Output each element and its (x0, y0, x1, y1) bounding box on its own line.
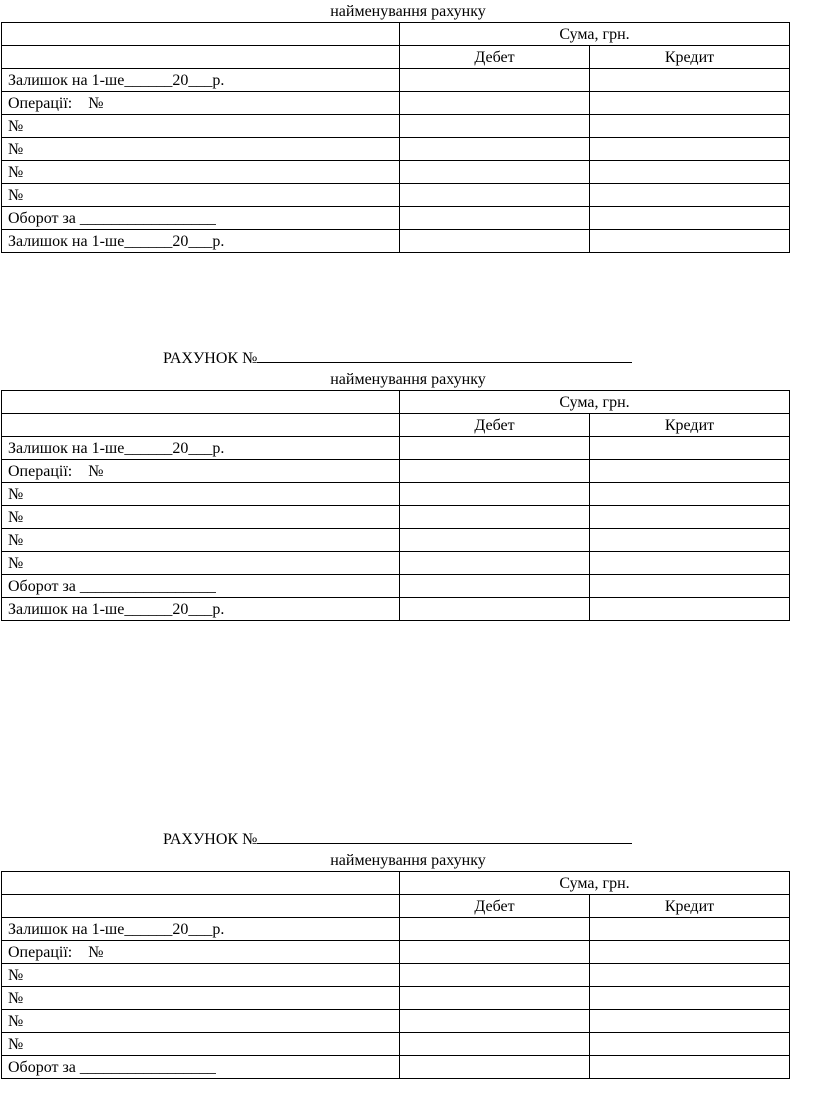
table-row (2, 552, 790, 575)
table-header-row (2, 23, 790, 46)
table-row (2, 437, 790, 460)
row-label: № (2, 138, 400, 161)
credit-cell[interactable] (590, 987, 790, 1010)
credit-cell[interactable] (590, 1033, 790, 1056)
table-subheader-row (2, 414, 790, 437)
account-table (1, 22, 790, 253)
table-row (2, 506, 790, 529)
debit-cell[interactable] (400, 506, 590, 529)
debit-cell[interactable] (400, 138, 590, 161)
account-title (163, 827, 632, 849)
credit-cell[interactable] (590, 598, 790, 621)
debit-cell[interactable] (400, 918, 590, 941)
table-row (2, 460, 790, 483)
table-row (2, 598, 790, 621)
table-row (2, 941, 790, 964)
debit-header: Дебет (400, 46, 590, 69)
header-blank-cell (2, 414, 400, 437)
credit-cell[interactable] (590, 207, 790, 230)
account-table (1, 871, 790, 1079)
credit-cell[interactable] (590, 483, 790, 506)
table-subheader-row (2, 46, 790, 69)
table-header-row (2, 872, 790, 895)
row-label: № (2, 1033, 400, 1056)
sum-header: Сума, грн. (400, 872, 790, 895)
debit-cell[interactable] (400, 1010, 590, 1033)
account-name-caption: найменування рахунку (330, 3, 486, 20)
table-row (2, 483, 790, 506)
debit-cell[interactable] (400, 69, 590, 92)
row-label: № (2, 161, 400, 184)
debit-cell[interactable] (400, 184, 590, 207)
credit-header: Кредит (590, 895, 790, 918)
debit-cell[interactable] (400, 941, 590, 964)
account-number-line[interactable] (257, 827, 632, 844)
credit-cell[interactable] (590, 506, 790, 529)
debit-cell[interactable] (400, 161, 590, 184)
header-blank-cell (2, 391, 400, 414)
debit-cell[interactable] (400, 483, 590, 506)
table-row (2, 115, 790, 138)
row-label: № (2, 987, 400, 1010)
credit-cell[interactable] (590, 460, 790, 483)
row-label: № (2, 1010, 400, 1033)
table-header-row (2, 391, 790, 414)
credit-cell[interactable] (590, 918, 790, 941)
row-label: Оборот за _________________ (2, 1056, 400, 1079)
credit-cell[interactable] (590, 575, 790, 598)
debit-header: Дебет (400, 895, 590, 918)
table-row (2, 138, 790, 161)
row-label: Оборот за _________________ (2, 575, 400, 598)
account-name-caption: найменування рахунку (330, 852, 486, 869)
header-blank-cell (2, 895, 400, 918)
header-blank-cell (2, 46, 400, 69)
row-label: № (2, 184, 400, 207)
credit-cell[interactable] (590, 161, 790, 184)
row-label: № (2, 506, 400, 529)
account-number-line[interactable] (257, 346, 632, 363)
credit-cell[interactable] (590, 138, 790, 161)
account-title-text: РАХУНОК № (163, 831, 258, 848)
debit-cell[interactable] (400, 552, 590, 575)
row-label: № (2, 115, 400, 138)
table-row (2, 92, 790, 115)
row-label: № (2, 483, 400, 506)
credit-cell[interactable] (590, 184, 790, 207)
row-label: № (2, 964, 400, 987)
debit-cell[interactable] (400, 529, 590, 552)
row-label: Оборот за _________________ (2, 207, 400, 230)
row-label: Операції: № (2, 460, 400, 483)
table-row (2, 964, 790, 987)
credit-cell[interactable] (590, 92, 790, 115)
credit-header: Кредит (590, 414, 790, 437)
table-row (2, 161, 790, 184)
sum-header: Сума, грн. (400, 23, 790, 46)
debit-cell[interactable] (400, 207, 590, 230)
row-label: Операції: № (2, 92, 400, 115)
debit-cell[interactable] (400, 575, 590, 598)
table-row (2, 1010, 790, 1033)
row-label: Операції: № (2, 941, 400, 964)
row-label: Залишок на 1-ше______20___р. (2, 69, 400, 92)
table-row (2, 207, 790, 230)
table-row (2, 1056, 790, 1079)
row-label: № (2, 552, 400, 575)
account-table (1, 390, 790, 621)
debit-cell[interactable] (400, 1056, 590, 1079)
row-label: Залишок на 1-ше______20___р. (2, 918, 400, 941)
account-title (163, 346, 632, 368)
credit-cell[interactable] (590, 69, 790, 92)
credit-cell[interactable] (590, 941, 790, 964)
credit-cell[interactable] (590, 115, 790, 138)
credit-cell[interactable] (590, 552, 790, 575)
debit-cell[interactable] (400, 230, 590, 253)
header-blank-cell (2, 23, 400, 46)
table-row (2, 184, 790, 207)
debit-cell[interactable] (400, 1033, 590, 1056)
debit-cell[interactable] (400, 964, 590, 987)
table-row (2, 1033, 790, 1056)
table-row (2, 987, 790, 1010)
credit-cell[interactable] (590, 230, 790, 253)
row-label: Залишок на 1-ше______20___р. (2, 230, 400, 253)
credit-cell[interactable] (590, 1056, 790, 1079)
credit-cell[interactable] (590, 1010, 790, 1033)
header-blank-cell (2, 872, 400, 895)
debit-cell[interactable] (400, 598, 590, 621)
table-row (2, 575, 790, 598)
debit-cell[interactable] (400, 987, 590, 1010)
table-subheader-row (2, 895, 790, 918)
row-label: Залишок на 1-ше______20___р. (2, 598, 400, 621)
table-row (2, 230, 790, 253)
debit-cell[interactable] (400, 437, 590, 460)
table-row (2, 918, 790, 941)
table-row (2, 529, 790, 552)
debit-header: Дебет (400, 414, 590, 437)
debit-cell[interactable] (400, 115, 590, 138)
row-label: Залишок на 1-ше______20___р. (2, 437, 400, 460)
credit-cell[interactable] (590, 437, 790, 460)
account-name-caption: найменування рахунку (330, 371, 486, 388)
table-row (2, 69, 790, 92)
debit-cell[interactable] (400, 92, 590, 115)
row-label: № (2, 529, 400, 552)
sum-header: Сума, грн. (400, 391, 790, 414)
debit-cell[interactable] (400, 460, 590, 483)
credit-header: Кредит (590, 46, 790, 69)
credit-cell[interactable] (590, 529, 790, 552)
account-title-text: РАХУНОК № (163, 350, 258, 367)
credit-cell[interactable] (590, 964, 790, 987)
